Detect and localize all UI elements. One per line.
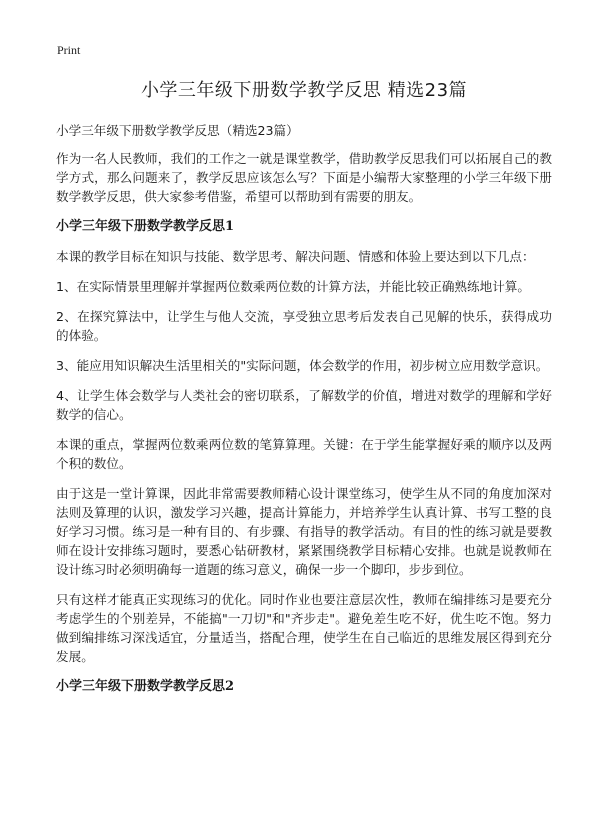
print-link[interactable]: Print: [57, 43, 81, 57]
paragraph: 由于这是一堂计算课，因此非常需要教师精心设计课堂练习，使学生从不同的角度加深对法则及算理的认识，激发学习兴趣，提高计算能力，并培养学生认真计算、书写工整的良好学习习惯。练习是一种有目的、有步骤、有指导的教学活动。有目的性的练习就是要教师在设计安排练习题时，要悉心钻研教材，紧紧围绕教学目标精心安排。也就是说教师在设计练习时必须明确每一道题的练习意义，确保一步一个脚印，步步到位。: [56, 486, 552, 577]
intro-paragraph: 作为一名人民教师，我们的工作之一就是课堂教学，借助教学反思我们可以拓展自己的教学方式，那么问题来了，教学反思应该怎么写？下面是小编帮大家整理的小学三年级下册数学教学反思，供大家参考借鉴，希望可以帮助到有需要的朋友。: [56, 151, 552, 204]
document-body: [56, 149, 552, 707]
paragraph: 本课的重点，掌握两位数乘两位数的笔算算理。关键：在于学生能掌握好乘的顺序以及两个积的数位。: [56, 437, 552, 471]
section-heading-2: 小学三年级下册数学教学反思2: [56, 679, 235, 694]
paragraph: 只有这样才能真正实现练习的优化。同时作业也要注意层次性，教师在编排练习是要充分考虑学生的个别差异，不能搞"一刀切"和"齐步走"。避免差生吃不好，优生吃不饱。努力做到编排练习深浅适宜，分量适当，搭配合理，使学生在自己临近的思维发展区得到充分发展。: [56, 592, 552, 664]
paragraph: 本课的教学目标在知识与技能、数学思考、解决问题、情感和体验上要达到以下几点：: [56, 249, 535, 264]
paragraph: 3、能应用知识解决生活里相关的"实际问题，体会数学的作用，初步树立应用数学意识。: [56, 358, 549, 373]
paragraph: 1、在实际情景里理解并掌握两位数乘两位数的计算方法，并能比较正确熟练地计算。: [56, 279, 530, 294]
page-title: 小学三年级下册数学教学反思 精选23篇: [140, 80, 468, 101]
paragraph: 2、在探究算法中，让学生与他人交流，享受独立思考后发表自己见解的快乐，获得成功的体验。: [56, 309, 552, 343]
paragraph: 4、让学生体会数学与人类社会的密切联系，了解数学的价值，增进对数学的理解和学好数学的信心。: [56, 388, 552, 422]
section-heading-1: 小学三年级下册数学教学反思1: [56, 219, 235, 234]
document-subtitle: 小学三年级下册数学教学反思（精选23篇）: [56, 123, 299, 138]
